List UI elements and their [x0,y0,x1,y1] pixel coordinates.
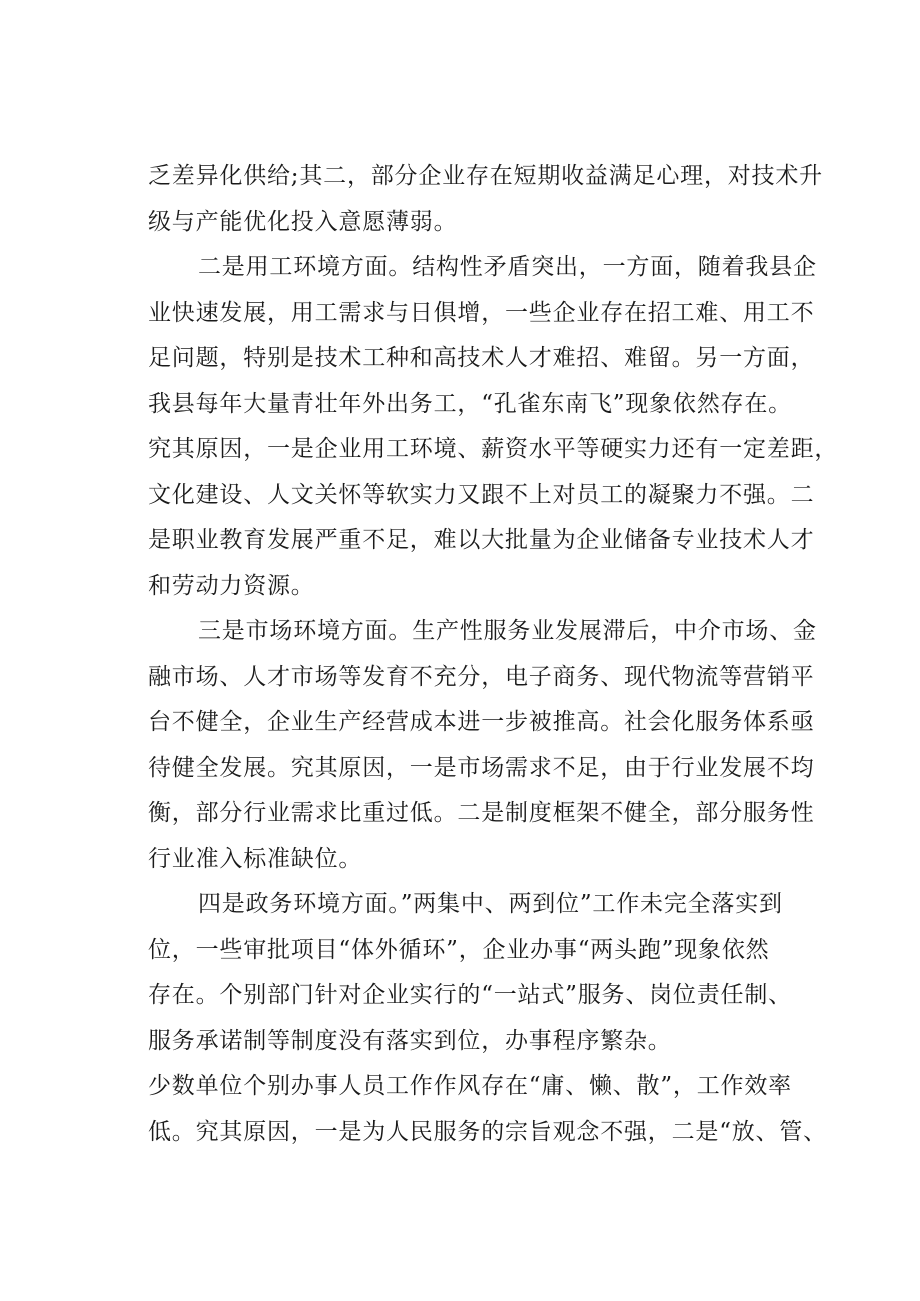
text-line: 低。究其原因，一是为人民服务的宗旨观念不强，二是“放、管、 [148,1118,827,1145]
paragraph-start-line: 三是市场环境方面。生产性服务业发展滞后，中介市场、金 [198,618,817,644]
text-line: 是职业教育发展严重不足，难以大批量为企业储备专业技术人才 [148,527,815,553]
text-line: 存在。个别部门针对企业实行的“一站式”服务、岗位责任制、 [148,982,792,1008]
text-line: 我县每年大量青壮年外出务工，“孔雀东南飞”现象依然存在。 [148,390,792,417]
text-line: 少数单位个别办事人员工作作风存在“庸、懒、散”，工作效率 [148,1073,792,1099]
text-line: 融市场、人才市场等发育不充分，电子商务、现代物流等营销平 [148,663,815,690]
text-line: 和劳动力资源。 [148,572,315,599]
document-body [148,154,839,1155]
text-line: 行业准入标准缺位。 [148,845,363,872]
text-line: 级与产能优化投入意愿薄弱。 [148,208,458,235]
text-line: 待健全发展。究其原因，一是市场需求不足，由于行业发展不均 [148,754,815,781]
text-line: 位，一些审批项目“体外循环”，企业办事“两头跑”现象依然 [148,936,770,963]
text-line: 台不健全，企业生产经营成本进一步被推高。社会化服务体系亟 [148,709,815,735]
text-line: 乏差异化供给;其二，部分企业存在短期收益满足心理，对技术升 [148,163,823,189]
text-line: 衡，部分行业需求比重过低。二是制度框架不健全，部分服务性 [148,800,815,826]
text-line: 服务承诺制等制度没有落实到位，办事程序繁杂。 [148,1027,672,1054]
text-line: 足问题，特别是技术工种和高技术人才难招、难留。另一方面， [148,345,815,371]
text-line: 文化建设、人文关怀等软实力又跟不上对员工的凝聚力不强。二 [148,481,815,508]
paragraph-start-line: 四是政务环境方面。”两集中、两到位”工作未完全落实到 [198,891,783,917]
paragraph-start-line: 二是用工环境方面。结构性矛盾突出，一方面，随着我县企 [198,254,817,280]
text-line: 业快速发展，用工需求与日俱增，一些企业存在招工难、用工不 [148,299,815,326]
text-line: 究其原因，一是企业用工环境、薪资水平等硬实力还有一定差距， [148,436,839,462]
